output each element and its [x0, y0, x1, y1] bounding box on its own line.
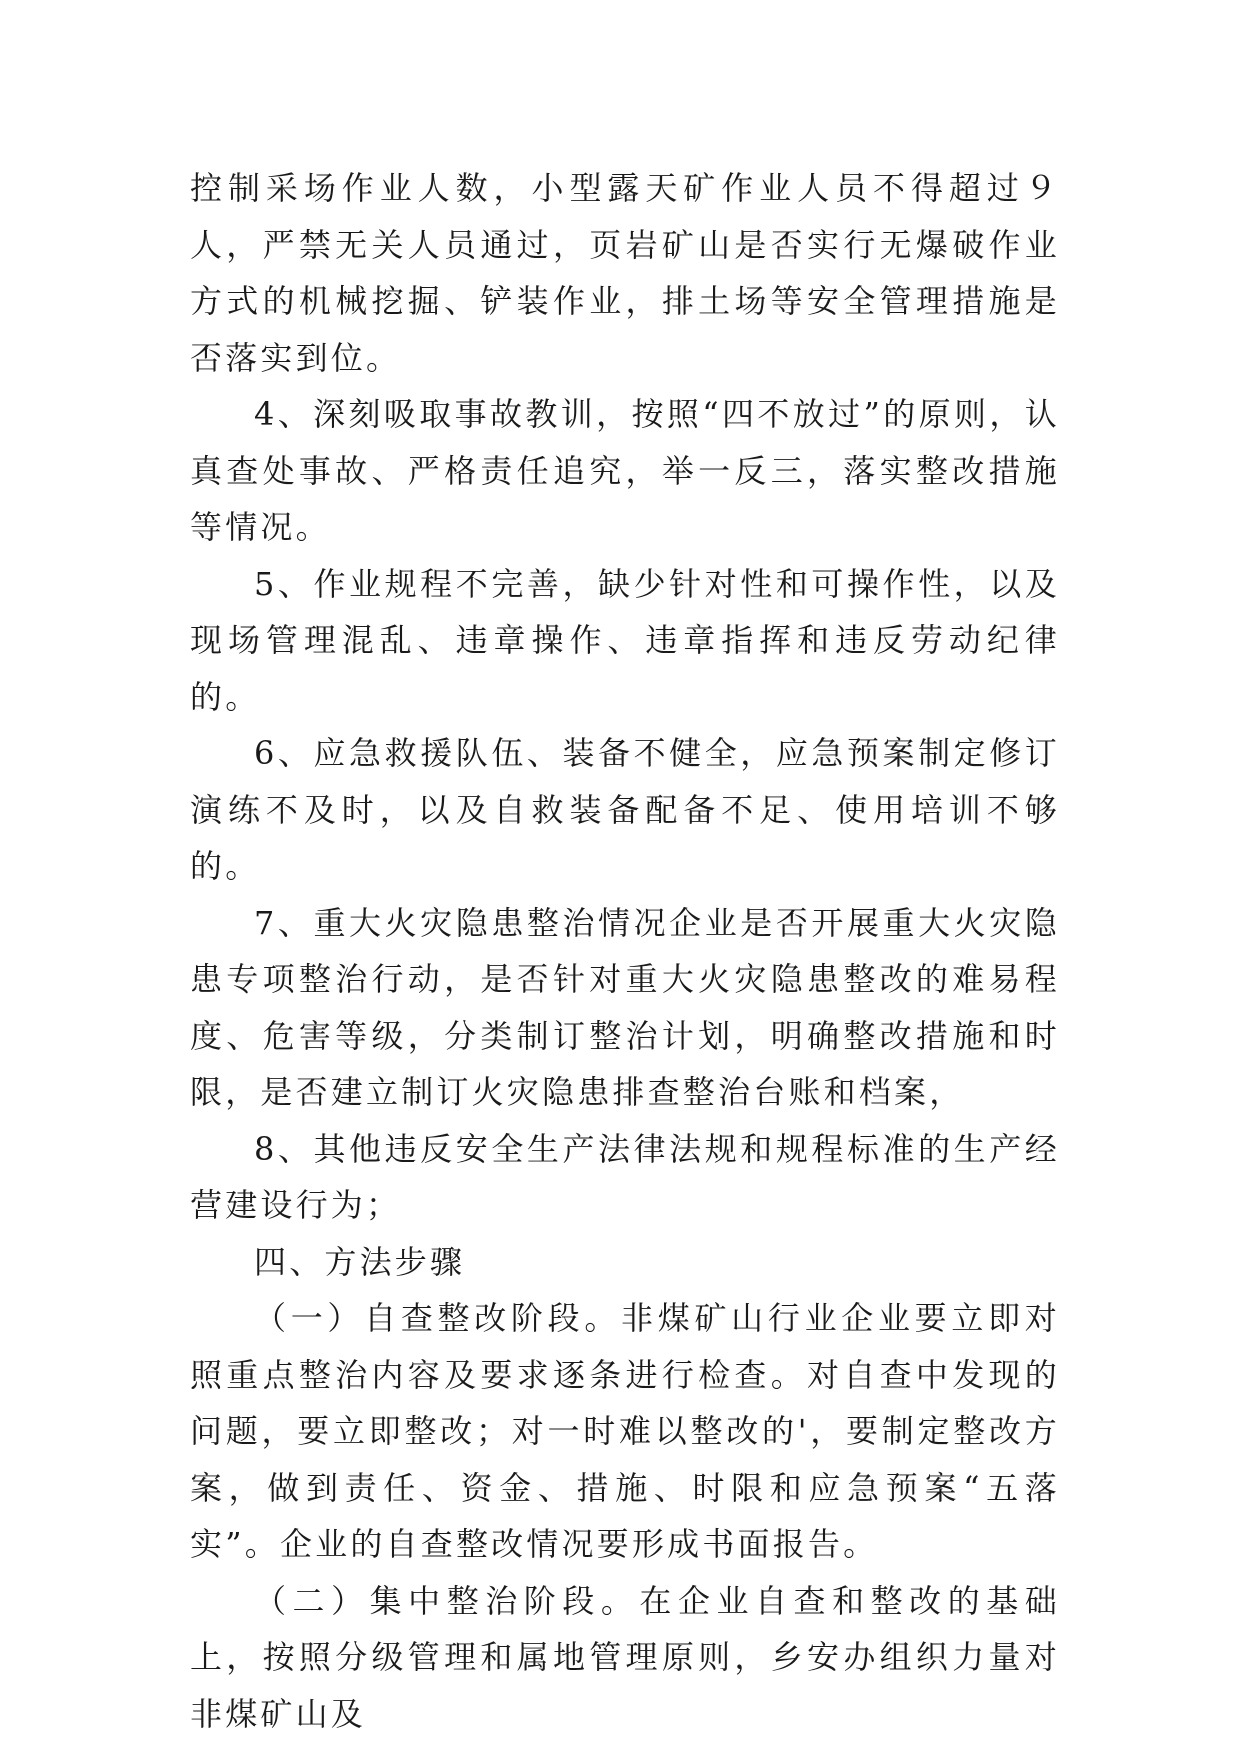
paragraph-item-4: 4、深刻吸取事故教训，按照“四不放过”的原则，认真查处事故、严格责任追究，举一反三，落实整改措施等情况。 — [190, 395, 1060, 546]
paragraph-step-1: （一）自查整改阶段。非煤矿山行业企业要立即对照重点整治内容及要求逐条进行检查。对自查中发现的问题，要立即整改；对一时难以整改的'，要制定整改方案，做到责任、资金、措施、时限和应急预案“五落实”。企业的自查整改情况要形成书面报告。 — [190, 1299, 1060, 1563]
paragraph-item-7: 7、重大火灾隐患整治情况企业是否开展重大火灾隐患专项整治行动，是否针对重大火灾隐患整改的难易程度、危害等级，分类制订整治计划，明确整改措施和时限，是否建立制订火灾隐患排查整治台账和档案， — [190, 903, 1060, 1111]
paragraph-item-5: 5、作业规程不完善，缺少针对性和可操作性，以及现场管理混乱、违章操作、违章指挥和违反劳动纪律的。 — [190, 564, 1060, 716]
paragraph-continuation: 控制采场作业人数，小型露天矿作业人员不得超过９人，严禁无关人员通过，页岩矿山是否实行无爆破作业方式的机械挖掘、铲装作业，排土场等安全管理措施是否落实到位。 — [190, 169, 1060, 377]
paragraph-step-2: （二）集中整治阶段。在企业自查和整改的基础上，按照分级管理和属地管理原则，乡安办组织力量对非煤矿山及 — [190, 1581, 1060, 1733]
document-body — [190, 160, 1060, 1742]
section-heading-methods: 四、方法步骤 — [254, 1242, 466, 1281]
paragraph-item-8: 8、其他违反安全生产法律法规和规程标准的生产经营建设行为； — [190, 1129, 1060, 1224]
paragraph-item-6: 6、应急救援队伍、装备不健全，应急预案制定修订演练不及时，以及自救装备配备不足、使用培训不够的。 — [190, 734, 1060, 885]
